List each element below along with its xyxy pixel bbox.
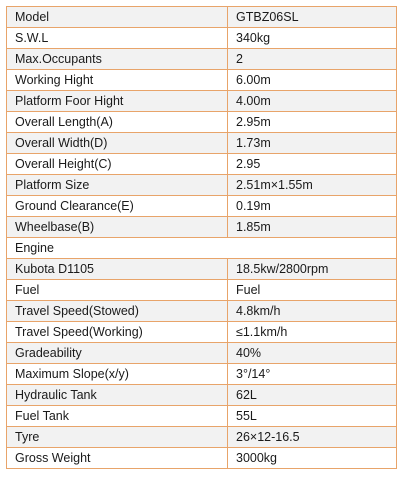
spec-label: Tyre: [7, 427, 228, 448]
spec-value: 2.95: [228, 154, 397, 175]
spec-value: 2.95m: [228, 112, 397, 133]
table-row: [7, 133, 397, 154]
spec-value: 4.00m: [228, 91, 397, 112]
spec-label: Maximum Slope(x/y): [7, 364, 228, 385]
spec-label: Overall Length(A): [7, 112, 228, 133]
spec-label: Ground Clearance(E): [7, 196, 228, 217]
table-row: [7, 7, 397, 28]
spec-label: Fuel Tank: [7, 406, 228, 427]
spec-value: 26×12-16.5: [228, 427, 397, 448]
table-row: [7, 406, 397, 427]
table-row: [7, 28, 397, 49]
table-row: [7, 364, 397, 385]
spec-label: Wheelbase(B): [7, 217, 228, 238]
spec-value: 1.73m: [228, 133, 397, 154]
table-row: [7, 280, 397, 301]
spec-value: ≤1.1km/h: [228, 322, 397, 343]
spec-value: 2.51m×1.55m: [228, 175, 397, 196]
table-row: [7, 91, 397, 112]
spec-label: Travel Speed(Working): [7, 322, 228, 343]
spec-label: Overall Height(C): [7, 154, 228, 175]
table-row: [7, 259, 397, 280]
spec-label: Hydraulic Tank: [7, 385, 228, 406]
table-row: [7, 448, 397, 469]
spec-label: Platform Size: [7, 175, 228, 196]
spec-label: Gross Weight: [7, 448, 228, 469]
table-row: [7, 49, 397, 70]
spec-value: 40%: [228, 343, 397, 364]
spec-value: 0.19m: [228, 196, 397, 217]
table-row: [7, 70, 397, 91]
table-row: [7, 112, 397, 133]
table-row: [7, 427, 397, 448]
spec-value: 340kg: [228, 28, 397, 49]
spec-label: Model: [7, 7, 228, 28]
spec-value: 1.85m: [228, 217, 397, 238]
spec-section-label: Engine: [7, 238, 397, 259]
spec-label: Travel Speed(Stowed): [7, 301, 228, 322]
spec-label: Kubota D1105: [7, 259, 228, 280]
spec-value: GTBZ06SL: [228, 7, 397, 28]
spec-label: S.W.L: [7, 28, 228, 49]
spec-value: 62L: [228, 385, 397, 406]
spec-value: 55L: [228, 406, 397, 427]
table-row: [7, 301, 397, 322]
table-row: [7, 196, 397, 217]
table-row: [7, 175, 397, 196]
spec-value: 6.00m: [228, 70, 397, 91]
spec-value: 3000kg: [228, 448, 397, 469]
table-row: [7, 322, 397, 343]
table-row: [7, 154, 397, 175]
table-row: [7, 217, 397, 238]
spec-label: Max.Occupants: [7, 49, 228, 70]
spec-label: Platform Foor Hight: [7, 91, 228, 112]
spec-label: Overall Width(D): [7, 133, 228, 154]
table-row: [7, 343, 397, 364]
spec-label: Fuel: [7, 280, 228, 301]
table-row: [7, 385, 397, 406]
spec-value: 4.8km/h: [228, 301, 397, 322]
spec-table: [6, 6, 397, 469]
spec-value: 3°/14°: [228, 364, 397, 385]
spec-value: Fuel: [228, 280, 397, 301]
table-row: [7, 238, 397, 259]
spec-value: 2: [228, 49, 397, 70]
spec-label: Working Hight: [7, 70, 228, 91]
spec-label: Gradeability: [7, 343, 228, 364]
spec-value: 18.5kw/2800rpm: [228, 259, 397, 280]
